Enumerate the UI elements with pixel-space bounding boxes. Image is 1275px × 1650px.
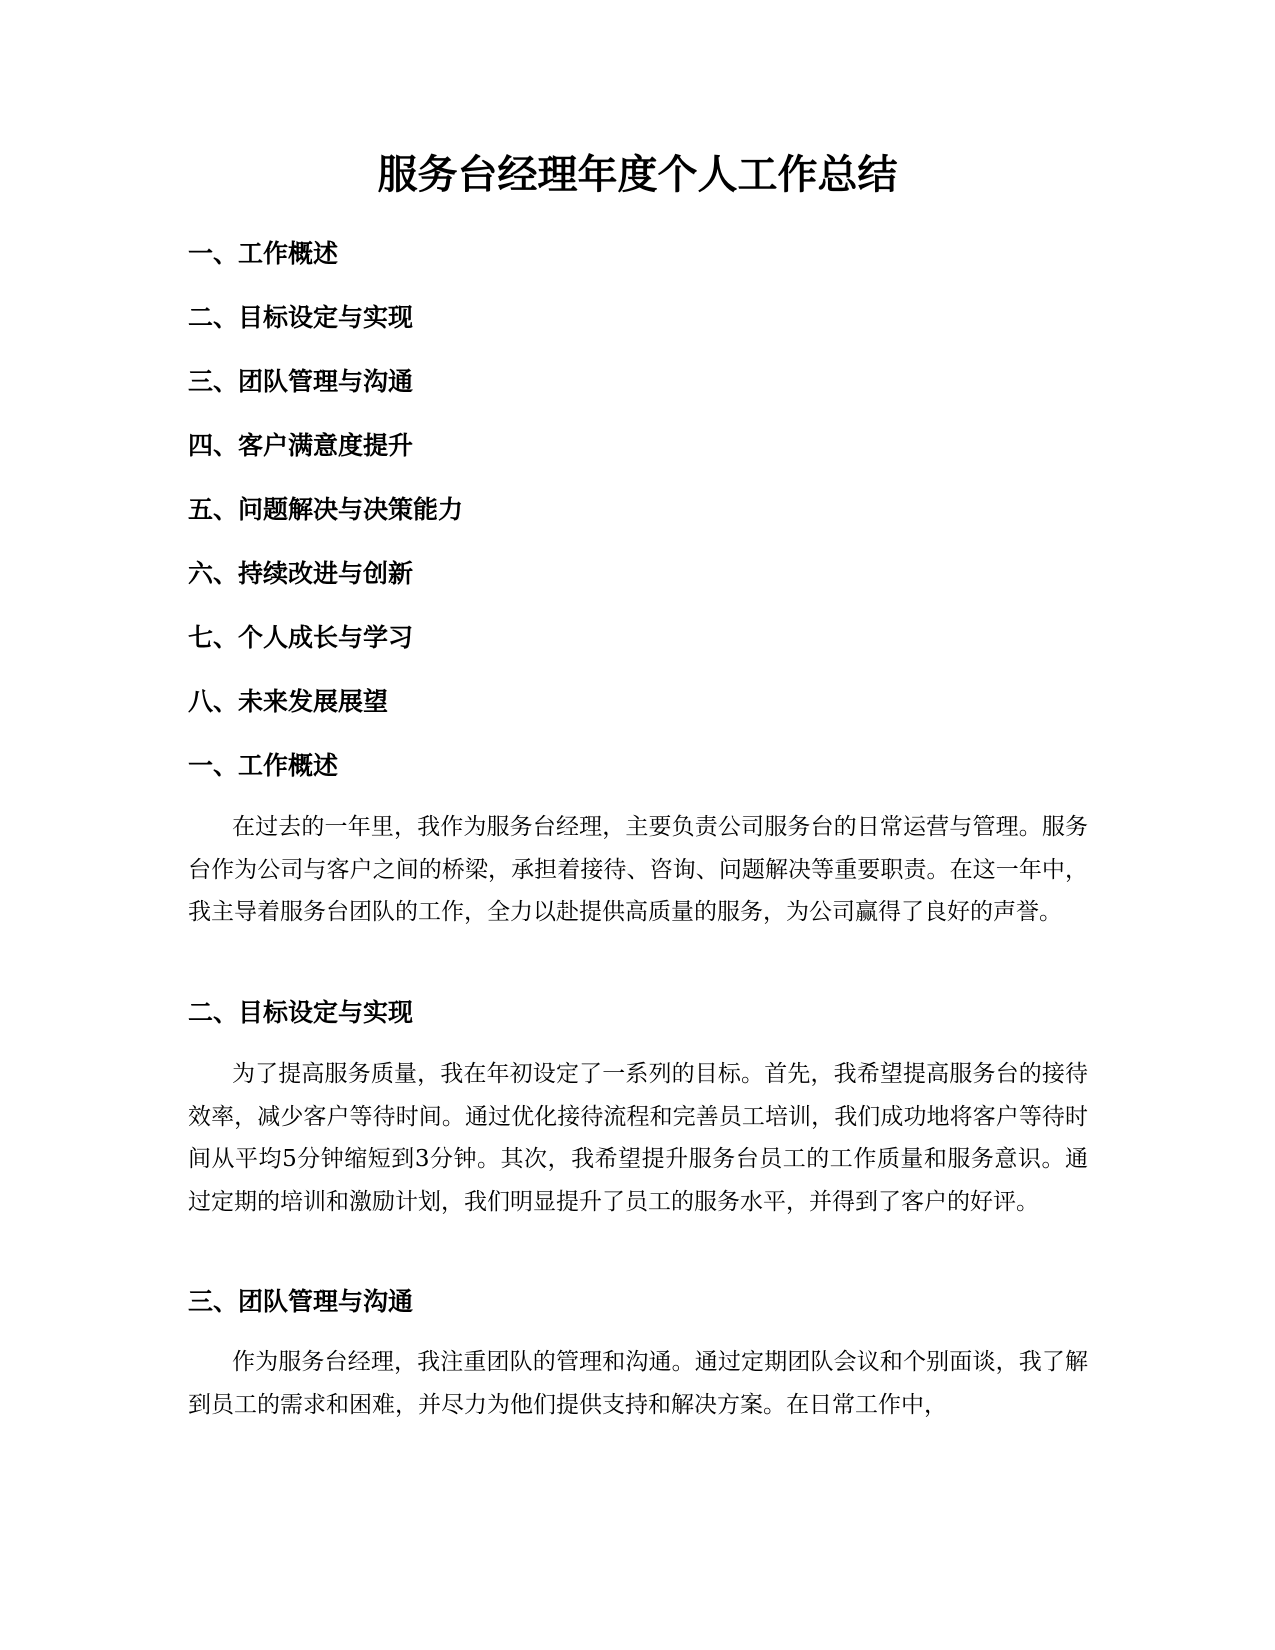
toc-item: 四、客户满意度提升 <box>188 431 414 460</box>
toc-item: 六、持续改进与创新 <box>188 559 414 588</box>
toc-item: 七、个人成长与学习 <box>188 623 414 652</box>
toc-item: 一、工作概述 <box>188 239 339 268</box>
toc-item: 五、问题解决与决策能力 <box>188 495 464 524</box>
document-title: 服务台经理年度个人工作总结 <box>377 152 898 198</box>
section-paragraph: 作为服务台经理，我注重团队的管理和沟通。通过定期团队会议和个别面谈，我了解到员工的需求和困难，并尽力为他们提供支持和解决方案。在日常工作中， <box>188 1349 1088 1418</box>
section-heading: 一、工作概述 <box>188 751 339 780</box>
section-paragraph: 为了提高服务质量，我在年初设定了一系列的目标。首先，我希望提高服务台的接待效率，减少客户等待时间。通过优化接待流程和完善员工培训，我们成功地将客户等待时间从平均5分钟缩短到3分钟。其次，我希望提升服务台员工的工作质量和服务意识。通过定期的培训和激励计划，我们明显提升了员工的服务水平，并得到了客户的好评。 <box>188 1061 1088 1215</box>
toc-item: 二、目标设定与实现 <box>188 303 414 332</box>
toc-item: 三、团队管理与沟通 <box>188 367 414 396</box>
section-paragraph: 在过去的一年里，我作为服务台经理，主要负责公司服务台的日常运营与管理。服务台作为公司与客户之间的桥梁，承担着接待、咨询、问题解决等重要职责。在这一年中，我主导着服务台团队的工作，全力以赴提供高质量的服务，为公司赢得了良好的声誉。 <box>188 814 1088 925</box>
section-heading: 二、目标设定与实现 <box>188 998 414 1027</box>
toc-item: 八、未来发展展望 <box>188 687 389 716</box>
section-heading: 三、团队管理与沟通 <box>188 1287 414 1316</box>
